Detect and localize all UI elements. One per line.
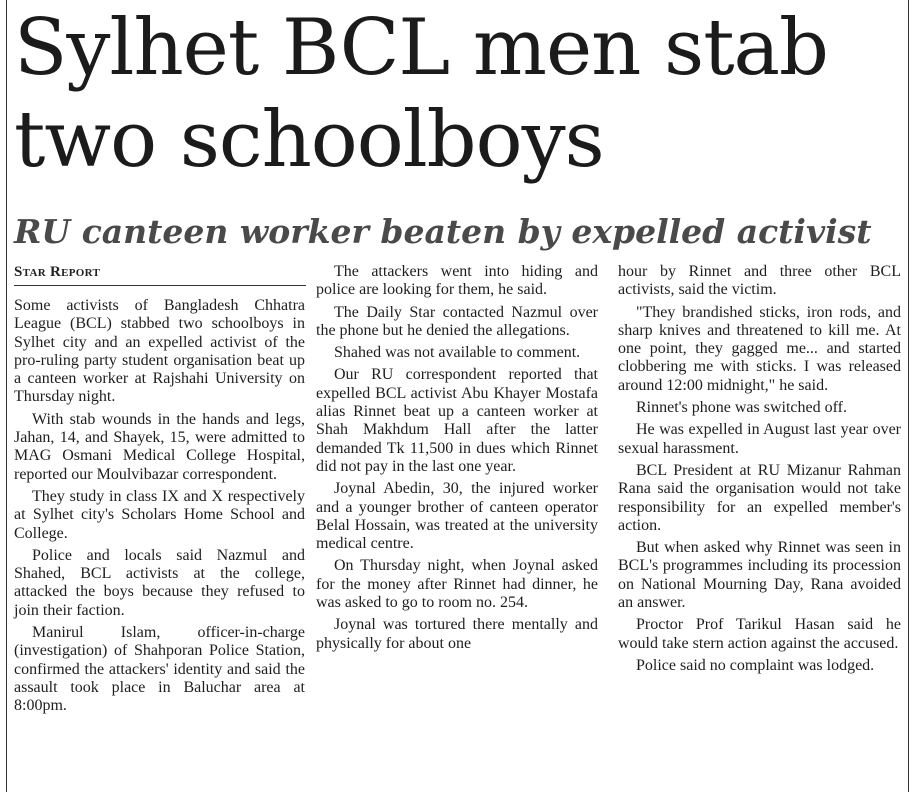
- paragraph: Police said no complaint was lodged.: [636, 656, 875, 674]
- paragraph: Manirul Islam, officer-in-charge (investigation) of Shahporan Police Station, confirmed the attackers' identity and said the assault took place in Baluchar area at 8:00pm.: [14, 624, 305, 715]
- paragraph: But when asked why Rinnet was seen in BCL's programmes including its procession on National Mourning Day, Rana avoided an answer.: [618, 539, 901, 612]
- byline-rule: [14, 285, 306, 286]
- paragraph: He was expelled in August last year over sexual harassment.: [618, 421, 901, 457]
- paragraph: The attackers went into hiding and police are looking for them, he said.: [316, 263, 598, 299]
- paragraph: Shahed was not available to comment.: [334, 344, 581, 362]
- paragraph: Police and locals said Nazmul and Shahed, BCL activists at the college, attacked the boys because they refused to join their faction.: [14, 546, 305, 619]
- paragraph: They study in class IX and X respectively at Sylhet city's Scholars Home School and College.: [14, 487, 305, 542]
- paragraph: Joynal Abedin, 30, the injured worker and a younger brother of canteen operator Belal Hossain, was treated at the university medical centre.: [316, 480, 598, 553]
- article-column-1: [14, 297, 305, 720]
- paragraph: On Thursday night, when Joynal asked for the money after Rinnet had dinner, he was asked to go to room no. 254.: [316, 557, 598, 612]
- right-border-rule: [908, 0, 909, 792]
- paragraph: Joynal was tortured there mentally and physically for about one: [316, 616, 598, 652]
- left-border-rule: [6, 0, 7, 792]
- article-column-3: [618, 263, 901, 679]
- headline: [14, 2, 904, 186]
- paragraph: Rinnet's phone was switched off.: [636, 399, 847, 417]
- byline: Star Report: [14, 264, 101, 280]
- paragraph: With stab wounds in the hands and legs, Jahan, 14, and Shayek, 15, were admitted to MAG Osmani Medical College Hospital, reported our Moulvibazar correspondent.: [14, 410, 305, 483]
- paragraph: The Daily Star contacted Nazmul over the phone but he denied the allegations.: [316, 303, 598, 339]
- headline-line-1: Sylhet BCL men stab: [14, 3, 828, 93]
- paragraph: BCL President at RU Mizanur Rahman Rana said the organisation would not take responsibility for an expelled member's action.: [618, 461, 901, 534]
- paragraph: Proctor Prof Tarikul Hasan said he would take stern action against the accused.: [618, 616, 901, 652]
- headline-line-2: two schoolboys: [14, 95, 604, 185]
- paragraph: hour by Rinnet and three other BCL activists, said the victim.: [618, 263, 901, 299]
- paragraph: Some activists of Bangladesh Chhatra League (BCL) stabbed two schoolboys in Sylhet city and an expelled activist of the pro-ruling party student organisation beat up a canteen worker at Rajshahi University on Thursday night.: [14, 297, 305, 406]
- paragraph: Our RU correspondent reported that expelled BCL activist Abu Khayer Mostafa alias Rinnet beat up a canteen worker at Shah Makhdum Hall after the latter demanded Tk 11,500 in dues which Rinnet did not pay in the last one year.: [316, 366, 598, 475]
- paragraph: "They brandished sticks, iron rods, and sharp knives and threatened to kill me. At one point, they gagged me... and started clobbering me with sticks. I was released around 12:00 midnight," he said.: [618, 303, 901, 394]
- article-column-2: [316, 263, 598, 657]
- subheadline: RU canteen worker beaten by expelled activist: [14, 212, 872, 251]
